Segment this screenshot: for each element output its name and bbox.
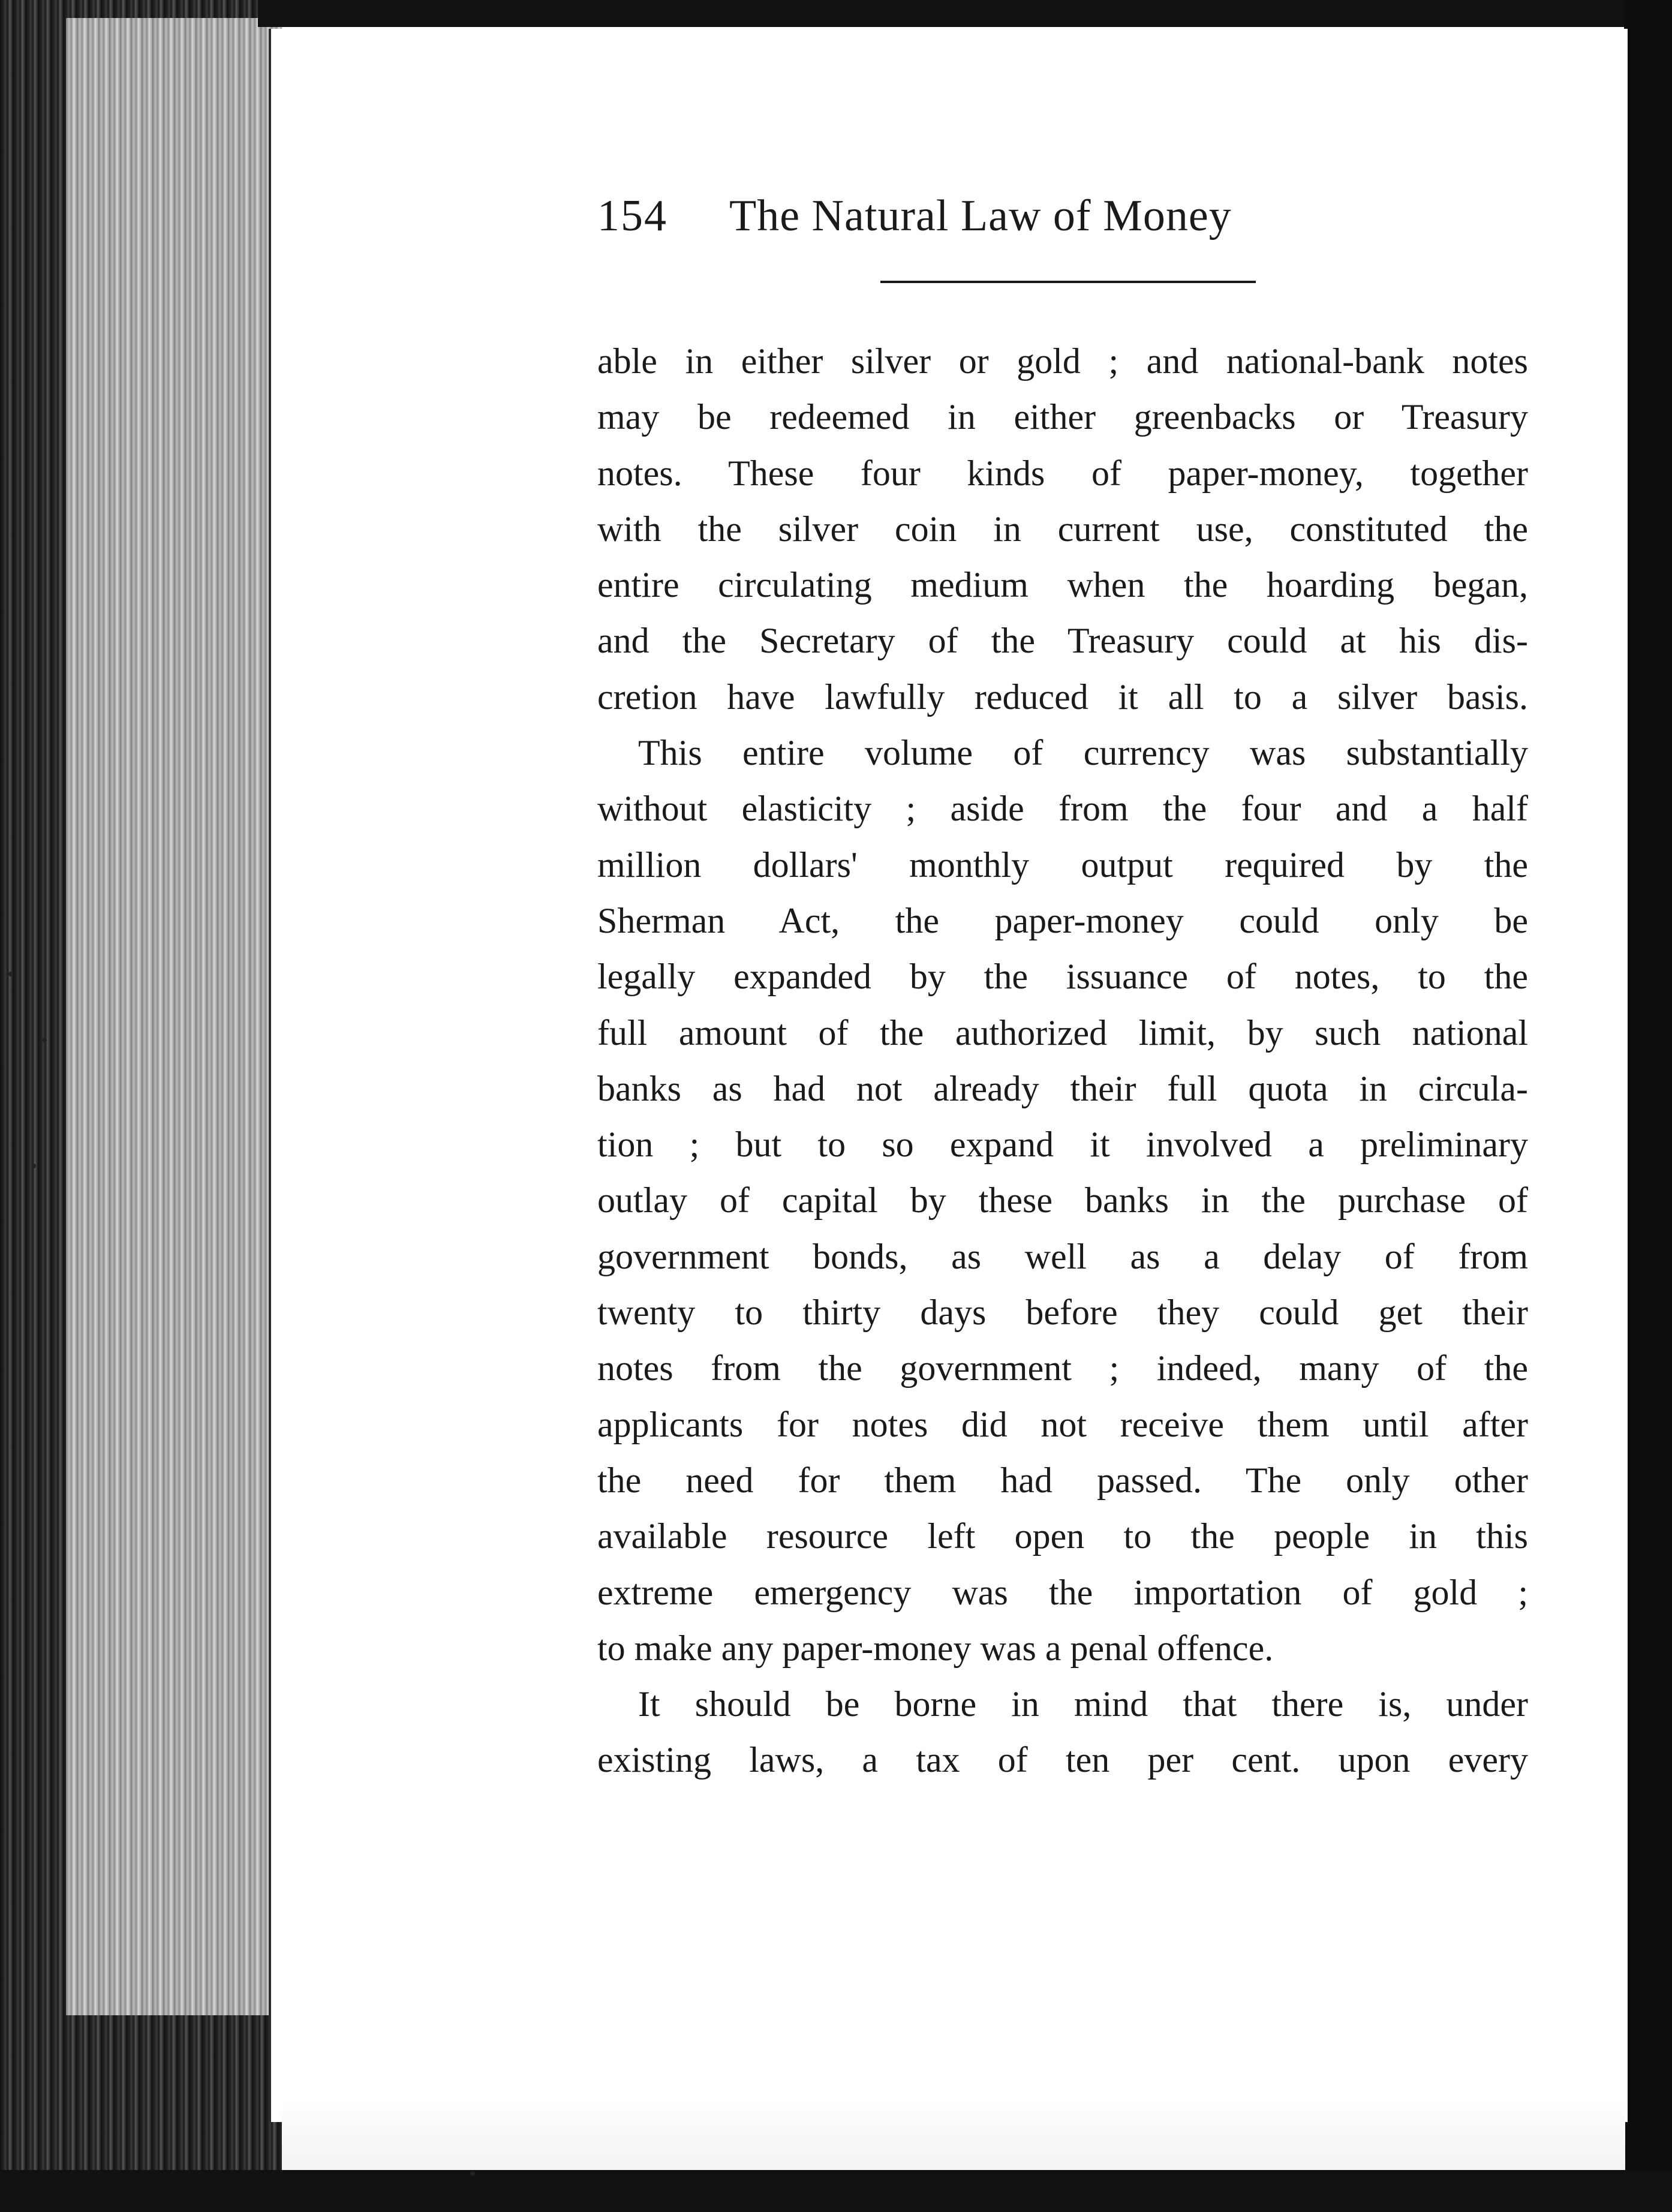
text-line: extreme emergency was the importation of gold ;: [597, 1572, 1528, 1612]
text-line: This entire volume of currency was substantially: [638, 733, 1528, 773]
text-line: outlay of capital by these banks in the purchase of: [597, 1180, 1528, 1221]
text-line: the need for them had passed. The only other: [597, 1460, 1528, 1500]
page-number: 154: [597, 191, 667, 241]
text-line: It should be borne in mind that there is, under: [638, 1684, 1528, 1724]
text-line: cretion have lawfully reduced it all to a silver basis.: [597, 677, 1528, 717]
text-line: notes. These four kinds of paper-money, together: [597, 453, 1528, 493]
body-text: [597, 333, 1528, 1789]
page-bottom-shade: [282, 2098, 1625, 2170]
text-line: notes from the government ; indeed, many of the: [597, 1348, 1528, 1388]
text-line: million dollars' monthly output required by the: [597, 844, 1528, 885]
text-line: able in either silver or gold ; and national-bank notes: [597, 341, 1528, 381]
right-scan-border: [1624, 0, 1672, 2212]
text-line: legally expanded by the issuance of notes, to the: [597, 957, 1528, 997]
text-line: to make any paper-money was a penal offence.: [597, 1628, 1274, 1668]
text-line: tion ; but to so expand it involved a preliminary: [597, 1125, 1528, 1165]
bottom-scan-border: [0, 2170, 1672, 2212]
scan-speck: [8, 972, 13, 976]
text-line: available resource left open to the people in this: [597, 1516, 1528, 1556]
text-line: and the Secretary of the Treasury could at his dis-: [597, 621, 1528, 661]
text-line: may be redeemed in either greenbacks or Treasury: [597, 397, 1528, 437]
paragraph: [597, 1676, 1528, 1789]
scan-speck: [470, 2171, 475, 2176]
paragraph: [597, 333, 1528, 725]
text-line: banks as had not already their full quota in circula-: [597, 1068, 1528, 1108]
text-line: existing laws, a tax of ten per cent. upon every: [597, 1740, 1528, 1780]
scan-speck: [42, 1038, 47, 1042]
text-line: government bonds, as well as a delay of from: [597, 1236, 1528, 1276]
scan-speck: [31, 1164, 36, 1168]
text-line: full amount of the authorized limit, by such national: [597, 1012, 1528, 1053]
text-line: twenty to thirty days before they could get their: [597, 1293, 1528, 1333]
text-line: entire circulating medium when the hoarding began,: [597, 565, 1528, 605]
page-stack-edge: [66, 18, 282, 2015]
text-line: applicants for notes did not receive them until after: [597, 1404, 1528, 1444]
text-line: without elasticity ; aside from the four and a half: [597, 789, 1528, 829]
paragraph: [597, 725, 1528, 1676]
header-rule: [880, 281, 1256, 283]
text-line: Sherman Act, the paper-money could only be: [597, 900, 1528, 940]
page-title: The Natural Law of Money: [729, 191, 1232, 241]
top-scan-border: [258, 0, 1672, 27]
text-line: with the silver coin in current use, constituted the: [597, 509, 1528, 549]
running-head: [597, 191, 1641, 263]
